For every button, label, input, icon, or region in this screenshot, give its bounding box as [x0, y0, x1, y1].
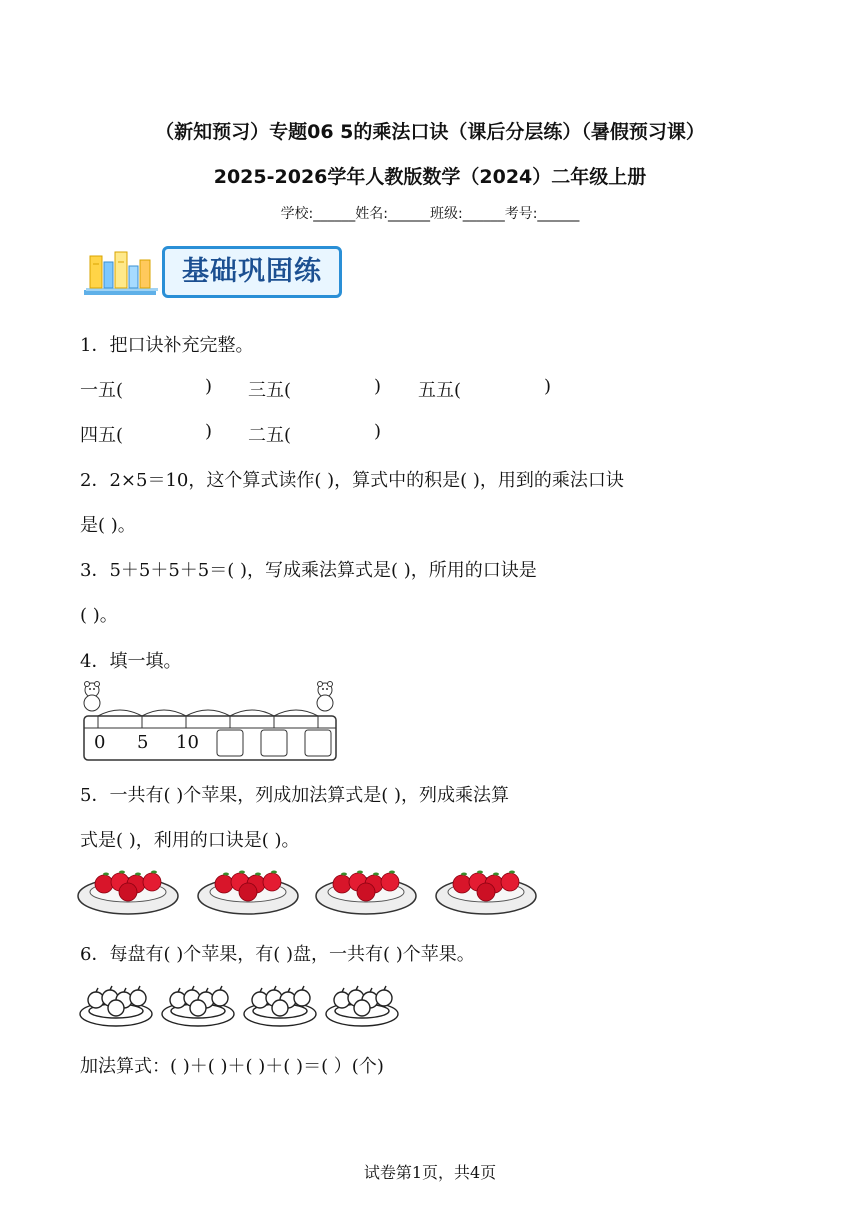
q1-item: 一五(: [80, 380, 124, 401]
apple-plate: [436, 871, 536, 915]
q1-item: 五五(: [418, 380, 462, 401]
bear-icon: [84, 682, 100, 712]
number-label: 10: [176, 732, 199, 753]
answer-box[interactable]: [217, 730, 243, 756]
apple-plate: [198, 871, 298, 915]
page-footer: 试卷第1页，共4页: [363, 1163, 497, 1182]
apple-plate: [326, 986, 398, 1026]
q6-addition-line: 加法算式：( )＋( )＋( )＋( )＝( ）(个): [80, 1056, 384, 1077]
q1-stem: 1．把口诀补充完整。: [80, 335, 254, 356]
apple-plate: [162, 986, 234, 1026]
page-subtitle: 2025-2026学年人教版数学（2024）二年级上册: [213, 166, 647, 188]
number-line-figure: [80, 680, 342, 768]
q2-line2: 是( )。: [80, 515, 136, 536]
q1-item: 四五(: [80, 425, 124, 446]
q6-stem: 6．每盘有( )个苹果，有( )盘，一共有( )个苹果。: [80, 944, 475, 965]
answer-box[interactable]: [305, 730, 331, 756]
bear-icon: [317, 682, 333, 712]
section-banner: [80, 240, 344, 302]
q4-stem: 4．填一填。: [80, 651, 182, 672]
q1-item: 三五(: [248, 380, 292, 401]
number-label: 5: [137, 732, 149, 753]
apple-plate: [244, 986, 316, 1026]
number-label: 0: [94, 732, 106, 753]
q2-line1: 2．2×5＝10，这个算式读作( )，算式中的积是( )，用到的乘法口诀: [80, 470, 624, 491]
q1-item: 二五(: [248, 425, 292, 446]
banner-label: 基础巩固练: [162, 246, 342, 298]
q3-line1: 3．5＋5＋5＋5＝( )，写成乘法算式是( )，所用的口诀是: [80, 560, 537, 581]
number-line: [80, 680, 342, 764]
q5-line2: 式是( )，利用的口诀是( )。: [80, 830, 300, 851]
apple-plate: [316, 871, 416, 915]
student-info-line: 学校:______姓名:______班级:______考号:______: [280, 206, 580, 222]
q3-line2: ( )。: [80, 605, 118, 626]
q1-close: ): [374, 376, 382, 397]
answer-box[interactable]: [261, 730, 287, 756]
books-icon: [80, 240, 170, 302]
q1-close: ): [205, 421, 213, 442]
q5-line1: 5．一共有( )个苹果，列成加法算式是( )，列成乘法算: [80, 785, 509, 806]
red-apple-plates: [76, 860, 546, 920]
outline-apple-plates: [78, 978, 408, 1030]
q1-close: ): [544, 376, 552, 397]
q1-close: ): [374, 421, 382, 442]
page-title: （新知预习）专题06 5的乘法口诀（课后分层练）（暑假预习课）: [155, 121, 705, 143]
q1-close: ): [205, 376, 213, 397]
